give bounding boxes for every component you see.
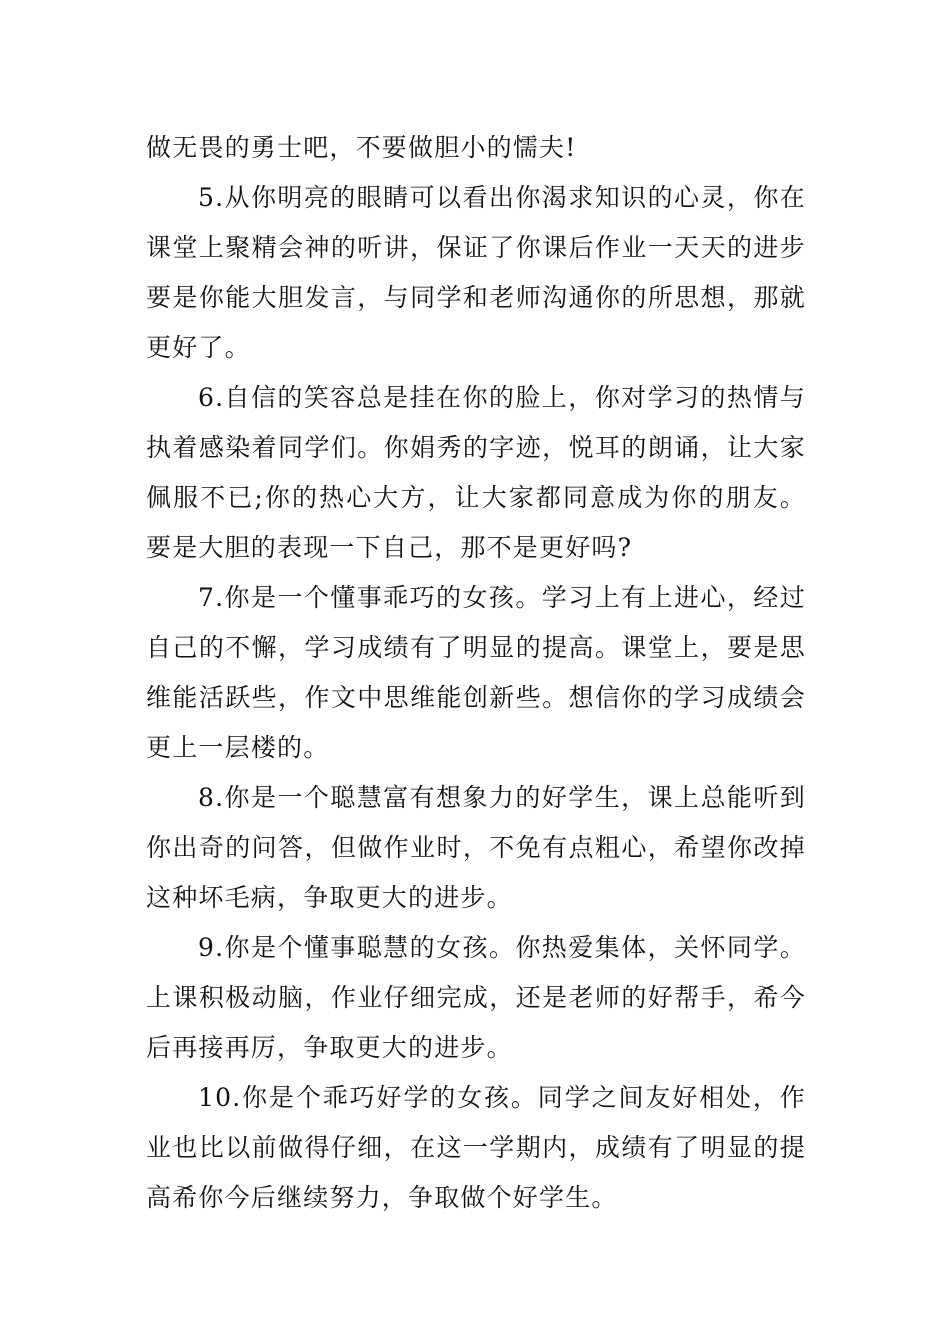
paragraph-comment-6: 6.自信的笑容总是挂在你的脸上，你对学习的热情与执着感染着同学们。你娟秀的字迹，悦耳的朗诵，让大家佩服不已;你的热心大方，让大家都同意成为你的朋友。要是大胆的表现一下自己，那不是更好吗?: [146, 383, 806, 562]
paragraph-comment-5: 5.从你明亮的眼睛可以看出你渴求知识的心灵，你在课堂上聚精会神的听讲，保证了你课后作业一天天的进步要是你能大胆发言，与同学和老师沟通你的所思想，那就更好了。: [146, 183, 806, 362]
paragraph-continuation: 做无畏的勇士吧，不要做胆小的懦夫!: [146, 133, 577, 162]
document-body: [146, 123, 806, 1223]
paragraph-comment-9: 9.你是个懂事聪慧的女孩。你热爱集体，关怀同学。上课积极动脑，作业仔细完成，还是老师的好帮手，希今后再接再厉，争取更大的进步。: [146, 933, 806, 1062]
paragraph-comment-10: 10.你是个乖巧好学的女孩。同学之间友好相处，作业也比以前做得仔细，在这一学期内，成绩有了明显的提高希你今后继续努力，争取做个好学生。: [146, 1083, 806, 1212]
paragraph-comment-8: 8.你是一个聪慧富有想象力的好学生，课上总能听到你出奇的问答，但做作业时，不免有点粗心，希望你改掉这种坏毛病，争取更大的进步。: [146, 783, 806, 912]
paragraph-comment-7: 7.你是一个懂事乖巧的女孩。学习上有上进心，经过自己的不懈，学习成绩有了明显的提高。课堂上，要是思维能活跃些，作文中思维能创新些。想信你的学习成绩会更上一层楼的。: [146, 583, 806, 762]
